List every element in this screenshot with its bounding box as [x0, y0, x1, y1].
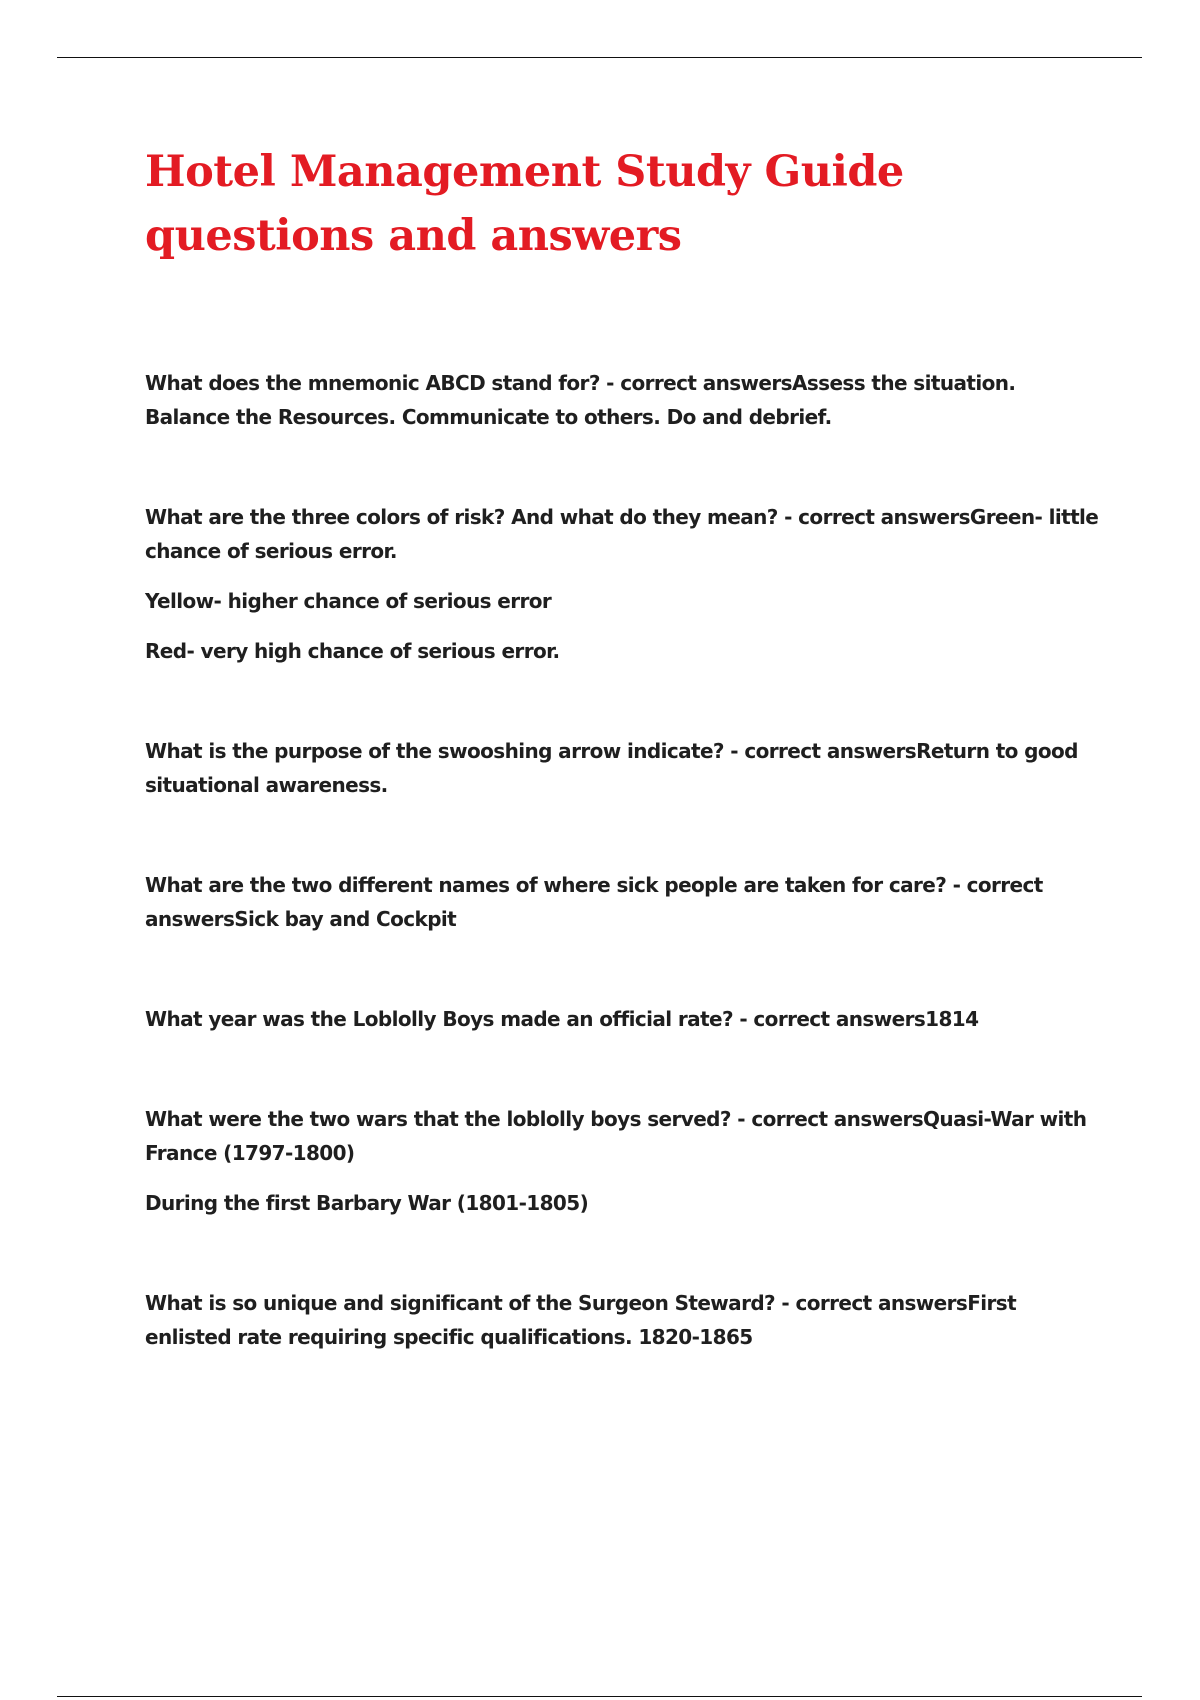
qa-text: Red- very high chance of serious error. [145, 639, 560, 663]
qa-text: What is so unique and significant of the Surgeon Steward? - correct answersFirst enlisted rate requiring specific qualifications. 1820-1865 [145, 1291, 1017, 1349]
qa-text: Yellow- higher chance of serious error [145, 589, 552, 613]
footer-rule [57, 1696, 1142, 1697]
document-title: Hotel Management Study Guide questions and answers [145, 147, 904, 261]
qa-item [145, 734, 1100, 802]
qa-text: What is the purpose of the swooshing arrow indicate? - correct answersReturn to good situational awareness. [145, 739, 1078, 797]
qa-list [145, 366, 1100, 1354]
qa-text: During the first Barbary War (1801-1805) [145, 1191, 589, 1215]
qa-item [145, 1102, 1100, 1220]
qa-item [145, 500, 1100, 668]
qa-item [145, 868, 1100, 936]
qa-text: What are the three colors of risk? And what do they mean? - correct answersGreen- little chance of serious error. [145, 505, 1099, 563]
qa-text: What are the two different names of where sick people are taken for care? - correct answersSick bay and Cockpit [145, 873, 1043, 931]
qa-item [145, 1002, 1100, 1036]
qa-text: What year was the Loblolly Boys made an official rate? - correct answers1814 [145, 1007, 979, 1031]
qa-text: What were the two wars that the loblolly boys served? - correct answersQuasi-War with France (1797-1800) [145, 1107, 1087, 1165]
qa-text: What does the mnemonic ABCD stand for? - correct answersAssess the situation. Balance the Resources. Communicate to others. Do and debrief. [145, 371, 1016, 429]
qa-item [145, 366, 1100, 434]
header-rule [57, 57, 1142, 58]
qa-item [145, 1286, 1100, 1354]
